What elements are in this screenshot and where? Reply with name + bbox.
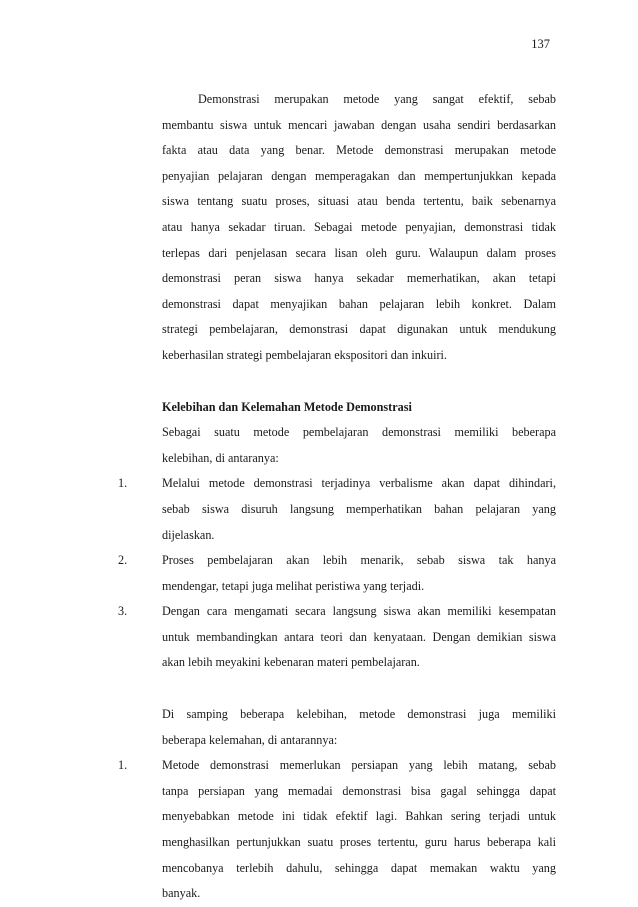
section-heading: Kelebihan dan Kelemahan Metode Demonstrasi — [162, 399, 412, 414]
disadvantages-list — [118, 753, 556, 907]
text-line: mendengar, tetapi juga melihat peristiwa yang terjadi. — [162, 578, 425, 593]
list-number: 1. — [118, 476, 128, 491]
text-line: strategi pembelajaran, demonstrasi dapat digunakan untuk mendukung — [162, 322, 556, 337]
text-line: beberapa kelemahan, di antarannya: — [162, 732, 338, 747]
list-item — [118, 471, 556, 548]
text-line: Metode demonstrasi memerlukan persiapan yang lebih matang, sebab — [162, 758, 556, 773]
page-number: 137 — [531, 37, 550, 51]
text-line: dijelaskan. — [162, 527, 215, 542]
text-line: tanpa persiapan yang memadai demonstrasi bisa gagal sehingga dapat — [162, 783, 556, 798]
text-line: fakta atau data yang benar. Metode demonstrasi merupakan metode — [162, 143, 556, 158]
text-line: Proses pembelajaran akan lebih menarik, sebab siswa tak hanya — [162, 553, 556, 568]
list-item — [118, 753, 556, 907]
disadvantages-intro — [162, 702, 556, 753]
text-line: Melalui metode demonstrasi terjadinya verbalisme akan dapat dihindari, — [162, 476, 556, 491]
text-line: membantu siswa untuk mencari jawaban dengan usaha sendiri berdasarkan — [162, 117, 556, 132]
text-line: mencobanya terlebih dahulu, sehingga dapat memakan waktu yang — [162, 860, 556, 875]
text-line: demonstrasi peran siswa hanya sekadar memerhatikan, akan tetapi — [162, 271, 556, 286]
list-number: 3. — [118, 604, 128, 619]
text-line: penyajian pelajaran dengan memperagakan dan mempertunjukkan kepada — [162, 168, 556, 183]
text-line: kelebihan, di antaranya: — [162, 450, 279, 465]
text-line: atau hanya sekadar tiruan. Sebagai metode penyajian, demonstrasi tidak — [162, 219, 556, 234]
advantages-list — [118, 471, 556, 676]
list-item — [118, 548, 556, 599]
list-number: 1. — [118, 758, 128, 773]
page-body — [118, 87, 556, 907]
text-line: menghasilkan pertunjukkan suatu proses tertentu, guru harus beberapa kali — [162, 835, 556, 850]
text-line: menyebabkan metode ini tidak efektif lagi. Bahkan sering terjadi untuk — [162, 809, 556, 824]
intro-paragraph — [162, 87, 556, 369]
text-line: demonstrasi dapat menyajikan bahan pelajaran lebih konkret. Dalam — [162, 296, 556, 311]
text-line: Demonstrasi merupakan metode yang sangat efektif, sebab — [198, 92, 556, 106]
advantages-intro — [162, 420, 556, 471]
list-number: 2. — [118, 553, 128, 568]
text-line: Sebagai suatu metode pembelajaran demonstrasi memiliki beberapa — [162, 425, 556, 440]
text-line: Dengan cara mengamati secara langsung siswa akan memiliki kesempatan — [162, 604, 556, 619]
text-line: keberhasilan strategi pembelajaran ekspositori dan inkuiri. — [162, 347, 447, 362]
text-line: untuk membandingkan antara teori dan kenyataan. Dengan demikian siswa — [162, 629, 556, 644]
text-line: terlepas dari penjelasan secara lisan oleh guru. Walaupun dalam proses — [162, 245, 556, 260]
text-line: sebab siswa disuruh langsung memperhatikan bahan pelajaran yang — [162, 501, 556, 516]
list-item — [118, 599, 556, 676]
text-line: akan lebih meyakini kebenaran materi pembelajaran. — [162, 655, 420, 670]
text-line: Di samping beberapa kelebihan, metode demonstrasi juga memiliki — [162, 707, 556, 722]
text-line: siswa tentang suatu proses, situasi atau benda tertentu, baik sebenarnya — [162, 194, 556, 209]
text-line: banyak. — [162, 886, 201, 901]
